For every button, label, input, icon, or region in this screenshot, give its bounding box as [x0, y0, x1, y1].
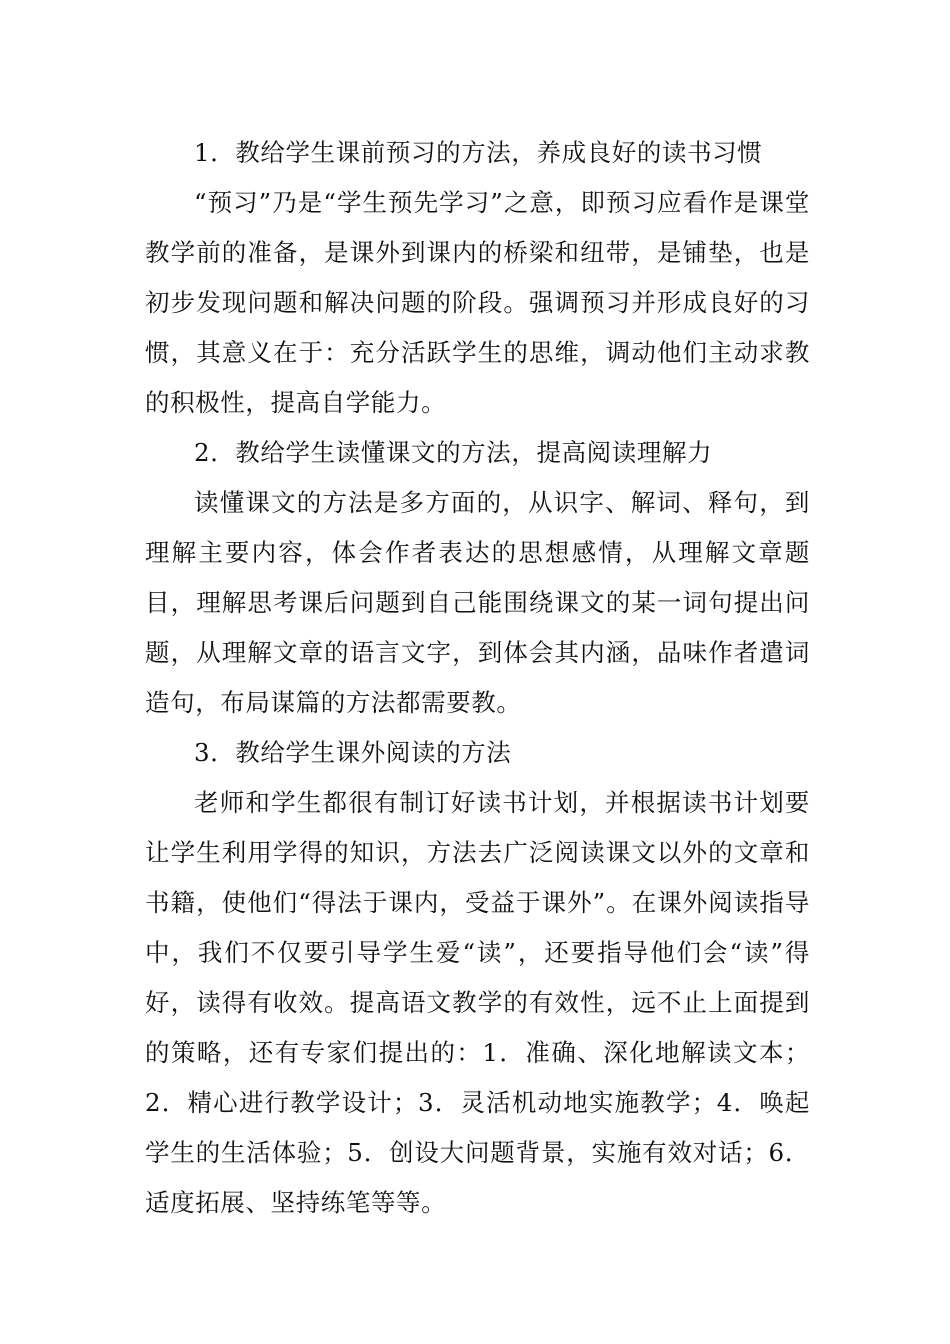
- section-3-paragraph: 老师和学生都很有制订好读书计划，并根据读书计划要让学生利用学得的知识，方法去广泛阅读课文以外的文章和书籍，使他们“得法于课内，受益于课外”。在课外阅读指导中，我们不仅要引导学生爱“读”，还要指导他们会“读”得好，读得有收效。提高语文教学的有效性，远不止上面提到的策略，还有专家们提出的：1．准确、深化地解读文本；2．精心进行教学设计；3．灵活机动地实施教学；4．唤起学生的生活体验；5．创设大问题背景，实施有效对话；6．适度拓展、坚持练笔等等。: [145, 788, 810, 1217]
- section-1-heading: 1．教给学生课前预习的方法，养成良好的读书习惯: [194, 138, 763, 167]
- section-1-paragraph: “预习”乃是“学生预先学习”之意，即预习应看作是课堂教学前的准备，是课外到课内的桥梁和纽带，是铺垫，也是初步发现问题和解决问题的阶段。强调预习并形成良好的习惯，其意义在于：充分活跃学生的思维，调动他们主动求教的积极性，提高自学能力。: [145, 188, 810, 417]
- section-3-heading: 3．教给学生课外阅读的方法: [194, 738, 512, 767]
- document-page: [145, 128, 810, 1228]
- section-2-heading: 2．教给学生读懂课文的方法，提高阅读理解力: [194, 438, 713, 467]
- section-2-paragraph: 读懂课文的方法是多方面的，从识字、解词、释句，到理解主要内容，体会作者表达的思想感情，从理解文章题目，理解思考课后问题到自己能围绕课文的某一词句提出问题，从理解文章的语言文字，到体会其内涵，品味作者遣词造句，布局谋篇的方法都需要教。: [145, 488, 810, 717]
